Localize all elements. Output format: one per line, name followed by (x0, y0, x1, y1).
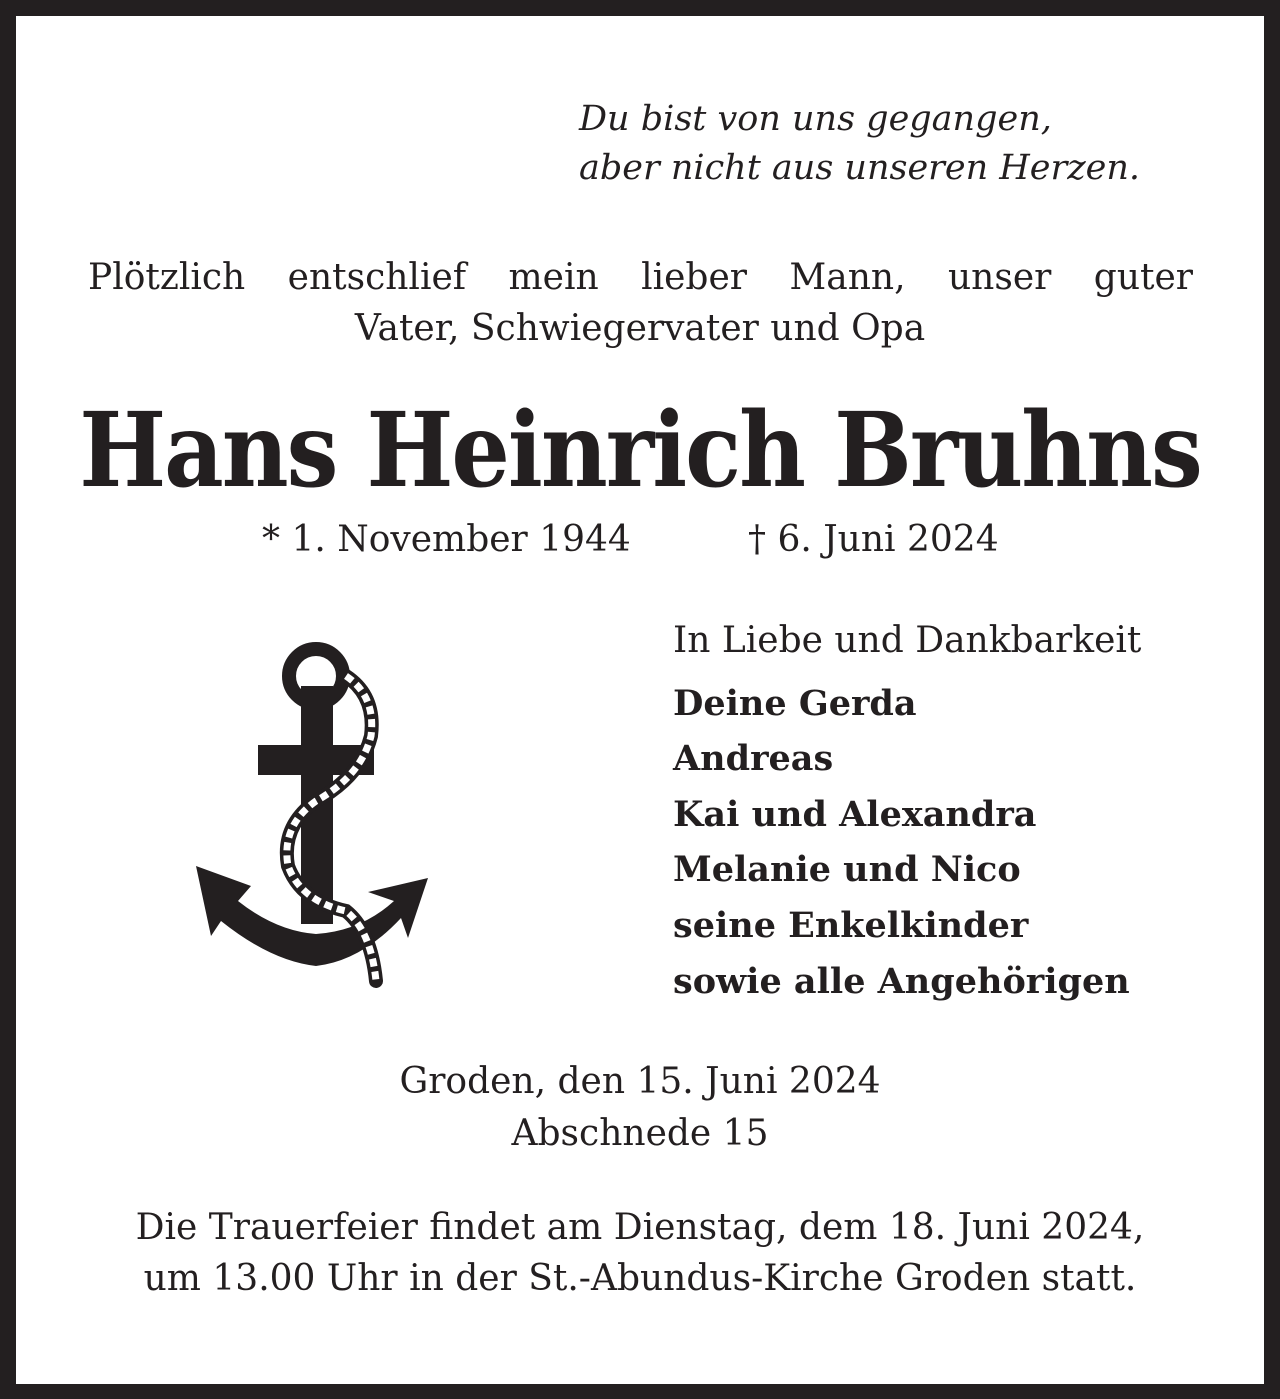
deceased-name: Hans Heinrich Bruhns (79, 389, 1201, 511)
quote-line-1: Du bist von uns gegangen, (579, 99, 1052, 139)
funeral-line-2: um 13.00 Uhr in der St.-Abundus-Kirche Groden statt. (143, 1258, 1137, 1299)
quote-line-2: aber nicht aus unseren Herzen. (579, 148, 1141, 188)
funeral-line-1: Die Trauerfeier findet am Dienstag, dem 18. Juni 2024, (135, 1207, 1145, 1248)
mourner: Kai und Alexandra (673, 794, 1037, 835)
obituary-notice (16, 16, 1264, 1384)
mourner: Deine Gerda (673, 683, 917, 724)
mourner: Melanie und Nico (673, 849, 1021, 890)
mourner: Andreas (673, 738, 834, 779)
mourner: sowie alle Angehörigen (673, 961, 1130, 1002)
intro-line-2: Vater, Schwiegervater und Opa (354, 308, 926, 349)
mourner: seine Enkelkinder (673, 905, 1029, 946)
place-date: Groden, den 15. Juni 2024 (399, 1061, 881, 1102)
birth-date: * 1. November 1944 (262, 519, 631, 560)
death-date: † 6. Juni 2024 (748, 519, 999, 560)
intro-line-1: Plötzlich entschlief mein lieber Mann, unser guter (88, 257, 1193, 298)
closing-phrase: In Liebe und Dankbarkeit (673, 620, 1142, 661)
anchor-icon (166, 616, 446, 1016)
address: Abschnede 15 (511, 1113, 769, 1154)
